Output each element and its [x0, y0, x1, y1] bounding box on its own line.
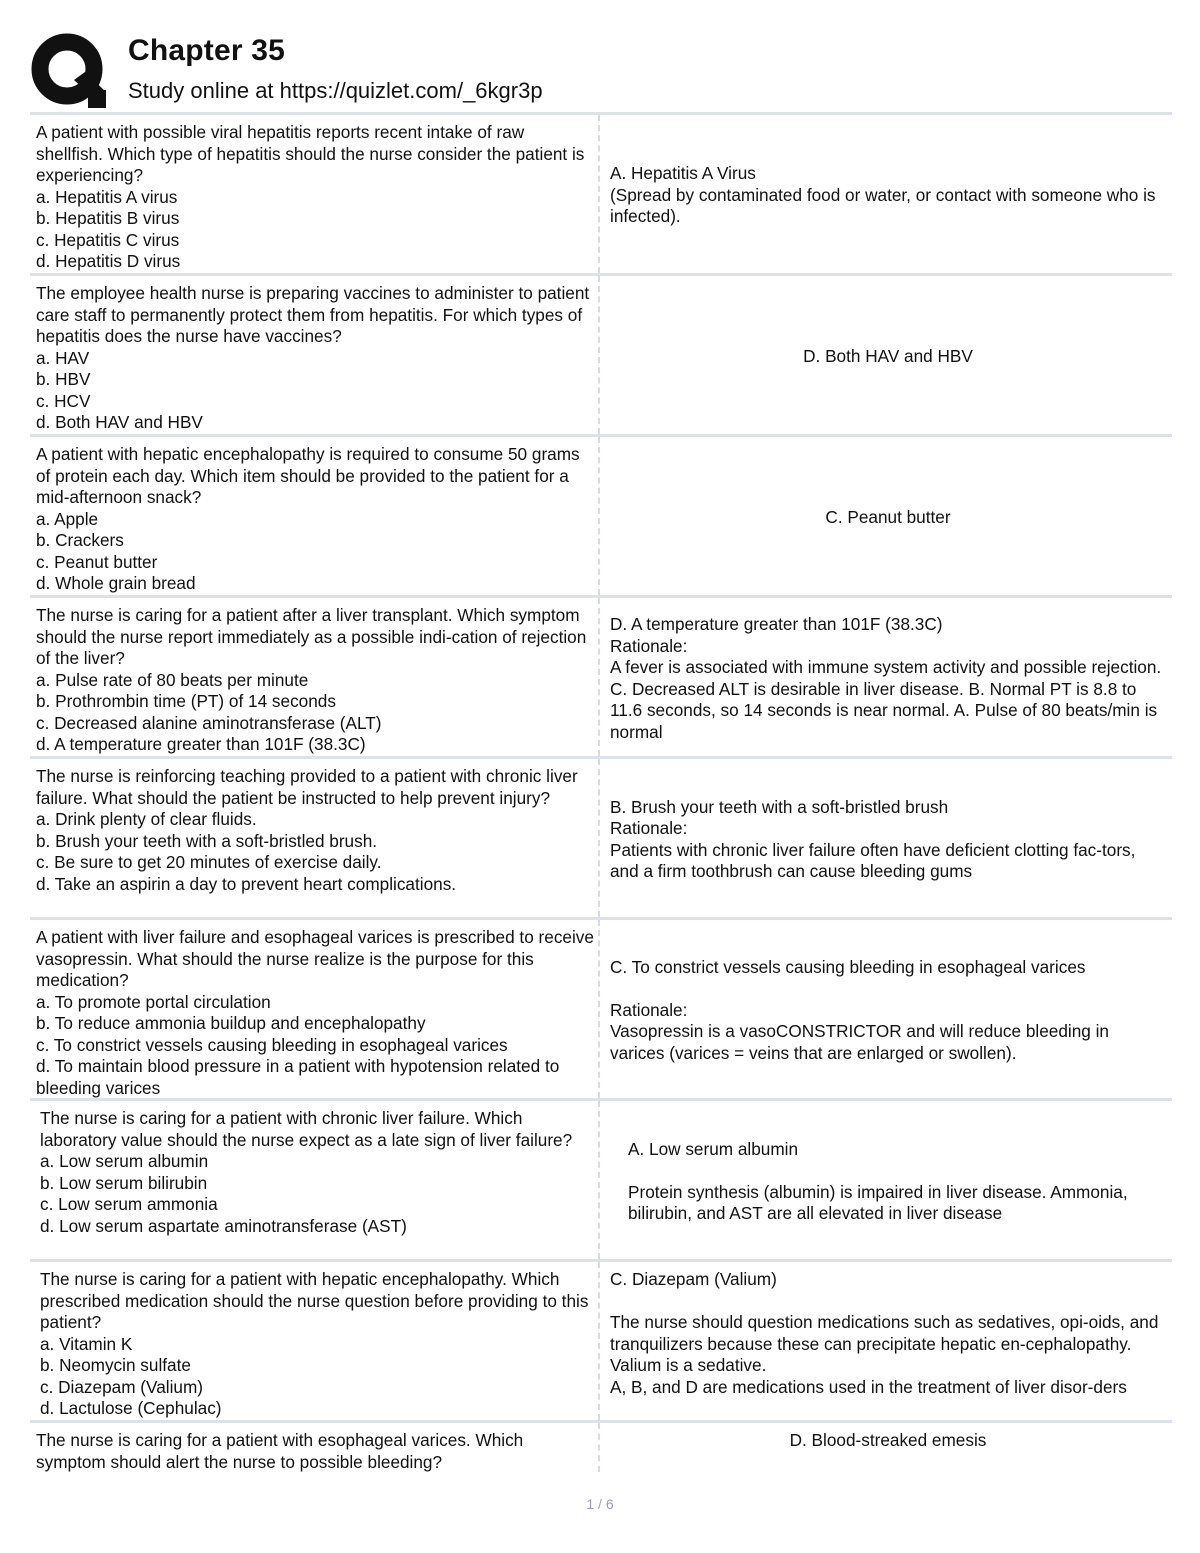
flashcard [30, 112, 1172, 273]
card-term: The nurse is reinforcing teaching provided to a patient with chronic liver failure. What should the patient be instructed to help prevent injury? a. Drink plenty of clear fluids. b. Brush your teeth with a soft-bristled brush. c. Be sure to get 20 minutes of exercise daily. d. Take an aspirin a day to prevent heart complications. [30, 759, 600, 917]
card-term: A patient with liver failure and esophageal varices is prescribed to receive vasopressin. What should the nurse realize is the purpose for this medication? a. To promote portal circulation b. To reduce ammonia buildup and encephalopathy c. To constrict vessels causing bleeding in esophageal varices d. To maintain blood pressure in a patient with hypotension related to bleeding varices [30, 920, 600, 1098]
card-definition: C. Peanut butter [825, 506, 951, 527]
card-term: A patient with hepatic encephalopathy is required to consume 50 grams of protein each day. Which item should be provided to the patient for a mid-afternoon snack? a. Apple b. Crackers c. Peanut butter d. Whole grain bread [30, 437, 600, 595]
card-definition: D. A temperature greater than 101F (38.3C) Rationale: A fever is associated with immune system activity and possible rejection. C. Decreased ALT is desirable in liver disease. B. Normal PT is 8.8 to 11.6 seconds, so 14 seconds is near normal. A. Pulse of 80 beats/min is normal [610, 614, 1162, 742]
card-definition: D. Blood-streaked emesis [789, 1430, 987, 1450]
page-header [30, 28, 1172, 112]
study-link[interactable]: Study online at https://quizlet.com/_6kgr3p [128, 78, 543, 103]
card-definition: C. To constrict vessels causing bleeding in esophageal varices Rationale: Vasopressin is a vasoCONSTRICTOR and will reduce bleeding in varices (varices = veins that are enlarged or swollen). [610, 956, 1109, 1063]
page-title: Chapter 35 [128, 34, 286, 67]
card-definition: A. Hepatitis A Virus (Spread by contaminated food or water, or contact with someone who is infected). [610, 163, 1156, 227]
card-definition: C. Diazepam (Valium) The nurse should question medications such as sedatives, opi-oids, and tranquilizers because these can precipitate hepatic en-cephalopathy. Valium is a sedative. A, B, and D are medications used in the treatment of liver disor-ders [610, 1269, 1159, 1397]
card-term: The nurse is caring for a patient with chronic liver failure. Which laboratory value should the nurse expect as a late sign of liver failure? a. Low serum albumin b. Low serum bilirubin c. Low serum ammonia d. Low serum aspartate aminotransferase (AST) [30, 1101, 600, 1259]
card-term: The nurse is caring for a patient with esophageal varices. Which symptom should alert the nurse to possible bleeding? [30, 1423, 600, 1472]
flashcard [30, 595, 1172, 756]
flashcard-list [30, 112, 1172, 1472]
card-term: The employee health nurse is preparing vaccines to administer to patient care staff to permanently protect them from hepatitis. For which types of hepatitis does the nurse have vaccines? a. HAV b. HBV c. HCV d. Both HAV and HBV [30, 276, 600, 434]
flashcard [30, 273, 1172, 434]
card-term: The nurse is caring for a patient with hepatic encephalopathy. Which prescribed medication should the nurse question before providing to this patient? a. Vitamin K b. Neomycin sulfate c. Diazepam (Valium) d. Lactulose (Cephulac) [30, 1262, 600, 1420]
flashcard [30, 1098, 1172, 1259]
card-definition: B. Brush your teeth with a soft-bristled brush Rationale: Patients with chronic liver failure often have deficient clotting fac-tors, and a firm toothbrush can cause bleeding gums [610, 796, 1136, 881]
card-definition: D. Both HAV and HBV [803, 345, 973, 366]
card-definition: A. Low serum albumin Protein synthesis (albumin) is impaired in liver disease. Ammonia, bilirubin, and AST are all elevated in liver disease [628, 1138, 1128, 1223]
flashcard [30, 434, 1172, 595]
card-term: The nurse is caring for a patient after a liver transplant. Which symptom should the nurse report immediately as a possible indi-cation of rejection of the liver? a. Pulse rate of 80 beats per minute b. Prothrombin time (PT) of 14 seconds c. Decreased alanine aminotransferase (ALT) d. A temperature greater than 101F (38.3C) [30, 598, 600, 756]
flashcard [30, 1420, 1172, 1472]
card-term: A patient with possible viral hepatitis reports recent intake of raw shellfish. Which type of hepatitis should the nurse consider the patient is experiencing? a. Hepatitis A virus b. Hepatitis B virus c. Hepatitis C virus d. Hepatitis D virus [30, 115, 600, 273]
flashcard [30, 756, 1172, 917]
flashcard [30, 917, 1172, 1098]
page-number: 1 / 6 [586, 1496, 614, 1512]
quizlet-logo-icon [30, 32, 106, 108]
flashcard [30, 1259, 1172, 1420]
